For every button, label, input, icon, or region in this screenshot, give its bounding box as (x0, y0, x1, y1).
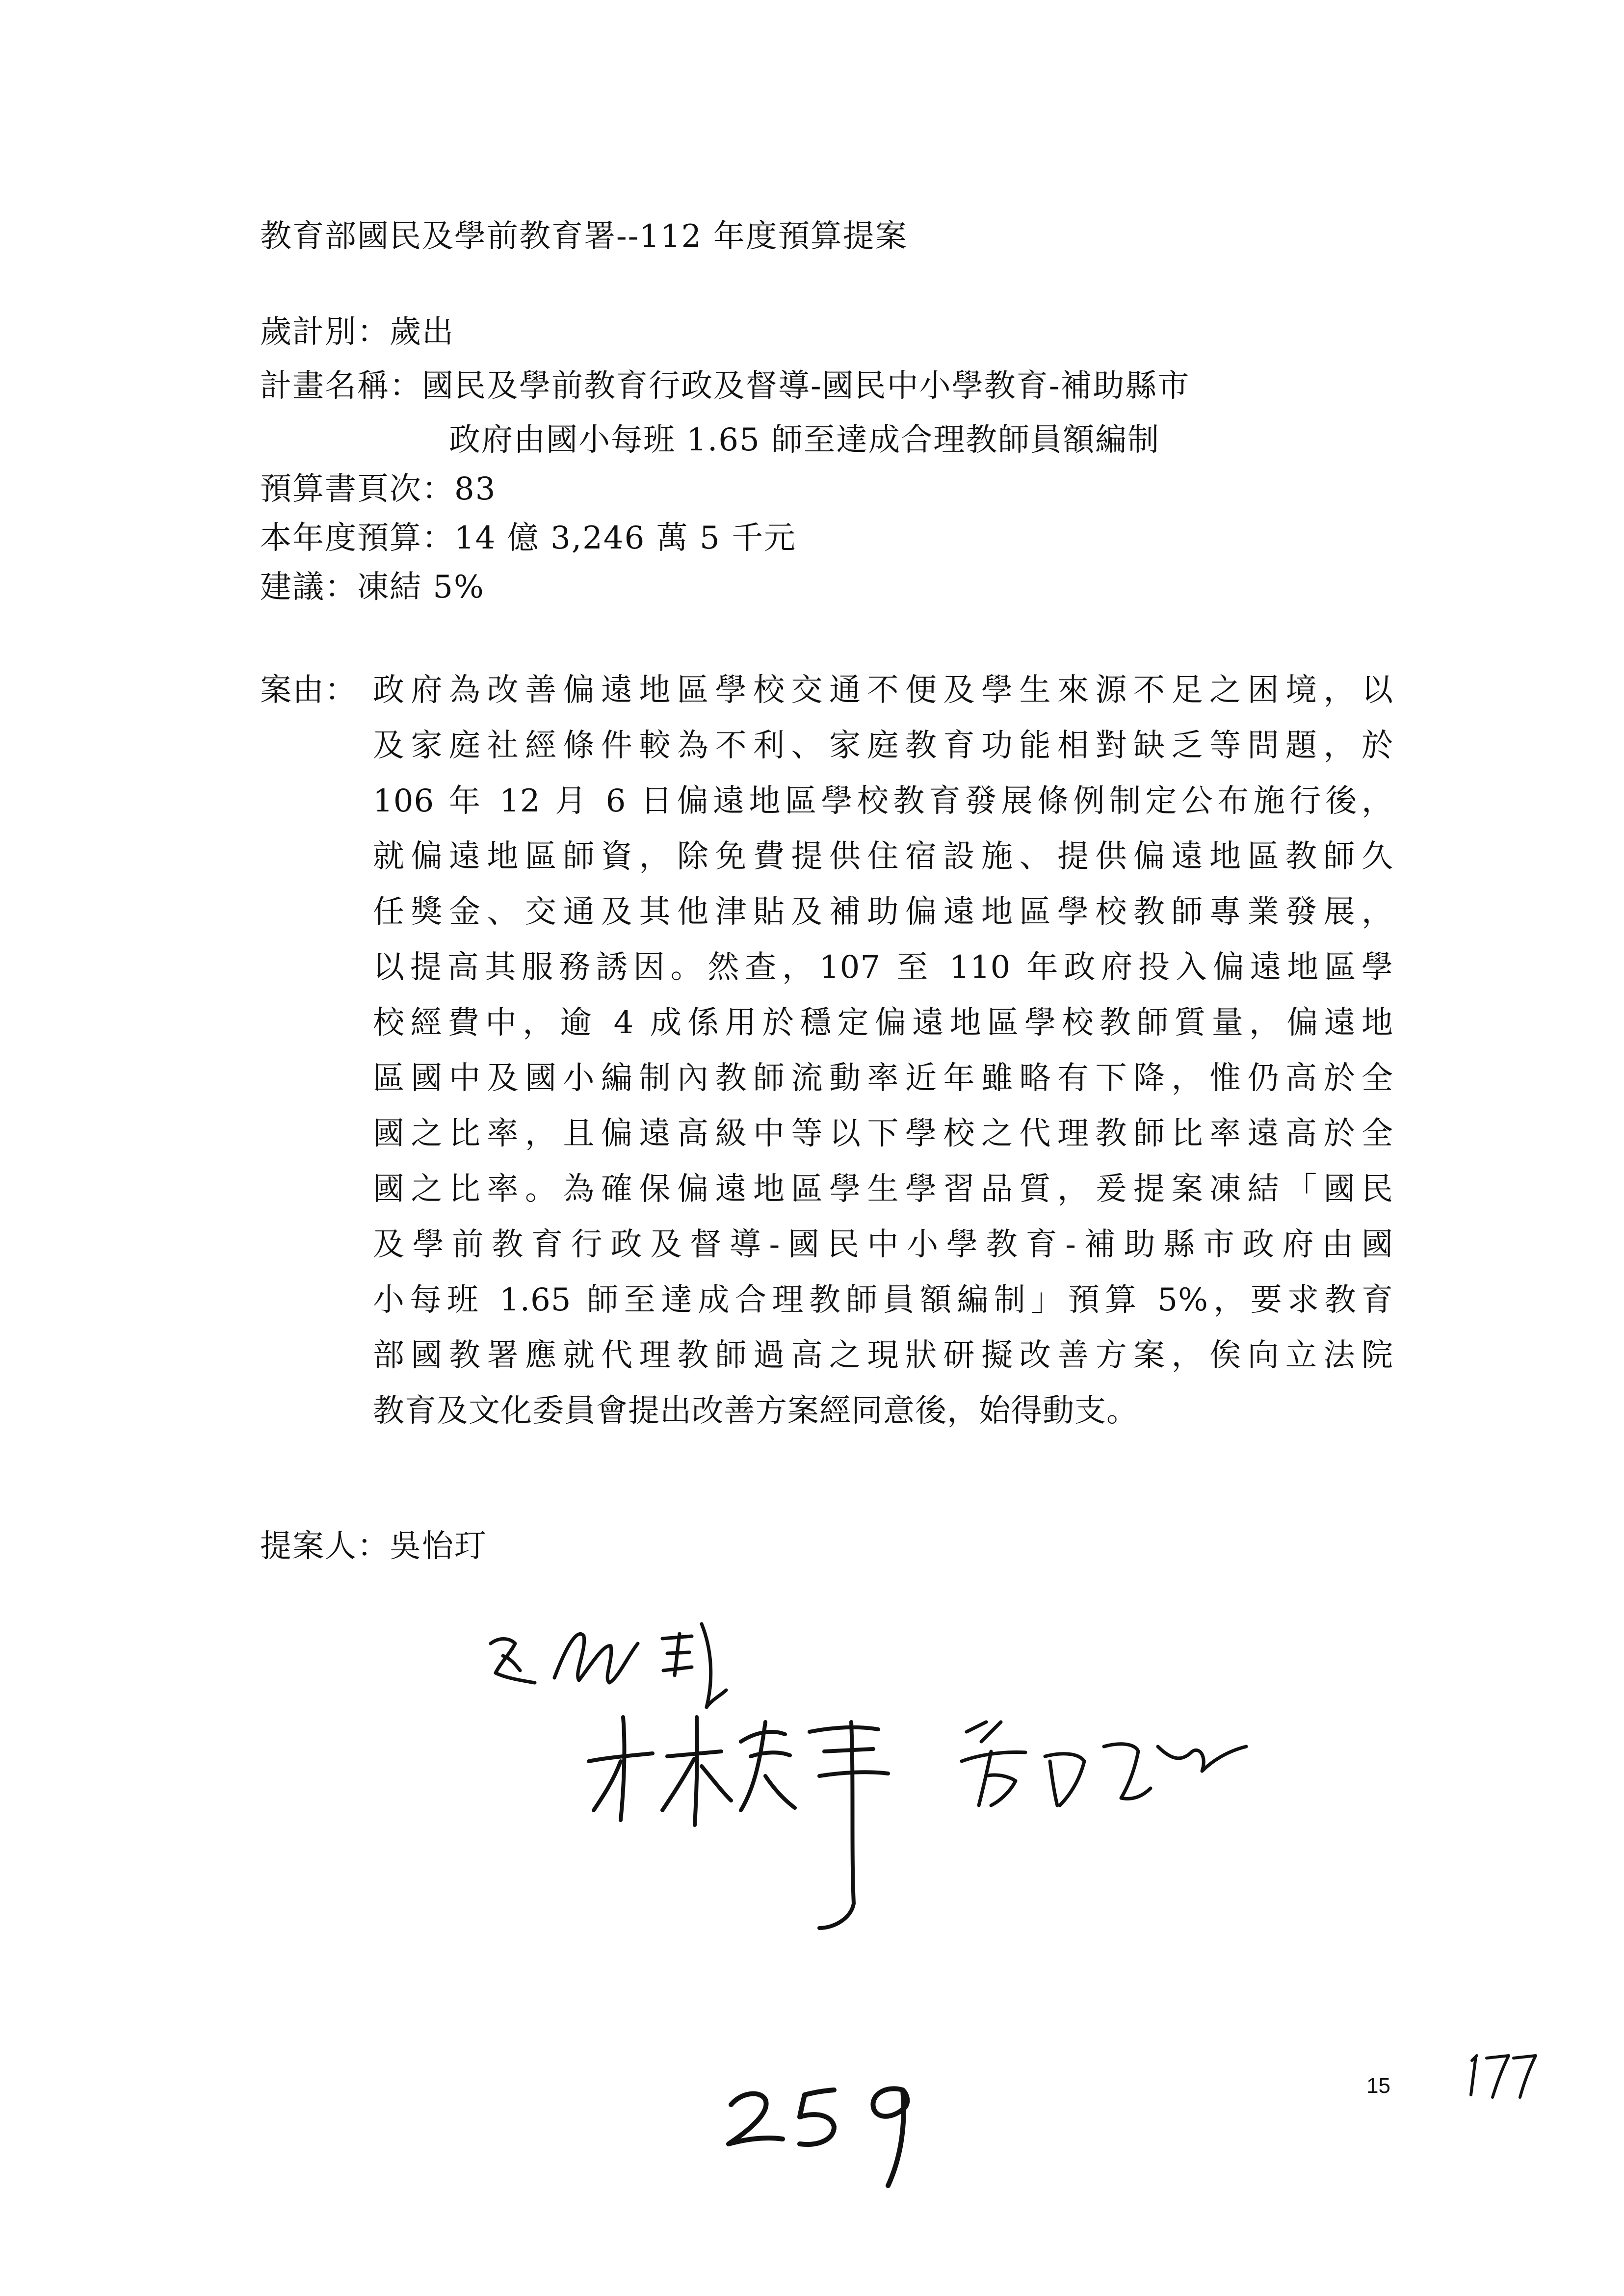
proposer-row (260, 1528, 487, 1565)
reason-line: 區國中及國小編制內教師流動率近年雖略有下降，惟仍高於全 (373, 1060, 1393, 1096)
budget-page-value: 83 (454, 471, 497, 507)
handwritten-number-259 (716, 2065, 952, 2193)
suggestion-row (260, 569, 485, 605)
plan-name-row (260, 370, 1190, 402)
reason-line: 及家庭社經條件較為不利、家庭教育功能相對缺乏等問題，於 (373, 728, 1393, 764)
handwritten-signature-1 (481, 1609, 775, 1707)
proposer-name: 吳怡玎 (390, 1528, 487, 1565)
budget-page-label: 預算書頁次： (260, 471, 454, 507)
reason-line: 校經費中，逾 4 成係用於穩定偏遠地區學校教師質量，偏遠地 (373, 1005, 1393, 1041)
handwritten-signature-3 (952, 1702, 1256, 1820)
plan-name-value-line1: 國民及學前教育行政及督導-國民中小學教育-補助縣市 (422, 368, 1190, 404)
budget-page-row (260, 473, 496, 505)
reason-line: 任獎金、交通及其他津貼及補助偏遠地區學校教師專業發展， (373, 894, 1393, 930)
suggestion-value: 凍結 5% (357, 569, 485, 605)
account-type-value: 歲出 (390, 314, 454, 350)
annual-budget-value: 14 億 3,246 萬 5 千元 (454, 520, 797, 556)
proposer-label: 提案人： (260, 1528, 390, 1565)
handwritten-number-177 (1462, 2046, 1541, 2105)
plan-name-value-line2: 政府由國小每班 1.65 師至達成合理教師員額編制 (449, 422, 1160, 458)
annual-budget-label: 本年度預算： (260, 520, 454, 556)
reason-line: 就偏遠地區師資，除免費提供住宿設施、提供偏遠地區教師久 (373, 838, 1393, 875)
plan-name-label: 計畫名稱： (260, 368, 422, 404)
account-type-row (260, 316, 454, 348)
account-type-label: 歲計別： (260, 314, 390, 350)
handwritten-signature-2 (579, 1702, 913, 1957)
reason-line: 以提高其服務誘因。然查，107 至 110 年政府投入偏遠地區學 (373, 949, 1393, 986)
reason-line: 部國教署應就代理教師過高之現狀研擬改善方案，俟向立法院 (373, 1337, 1393, 1374)
reason-line: 教育及文化委員會提出改善方案經同意後，始得動支。 (373, 1393, 1138, 1429)
reason-line: 106 年 12 月 6 日偏遠地區學校教育發展條例制定公布施行後， (373, 783, 1393, 819)
reason-line: 政府為改善偏遠地區學校交通不便及學生來源不足之困境，以 (373, 672, 1393, 708)
reason-label: 案由： (260, 672, 357, 708)
annual-budget-row (260, 522, 796, 554)
document-title: 教育部國民及學前教育署--112 年度預算提案 (260, 218, 908, 255)
reason-line: 及學前教育行政及督導-國民中小學教育-補助縣市政府由國 (373, 1226, 1393, 1263)
reason-line: 國之比率。為確保偏遠地區學生學習品質，爰提案凍結「國民 (373, 1171, 1393, 1207)
page-number: 15 (1366, 2074, 1390, 2098)
reason-line: 國之比率，且偏遠高級中等以下學校之代理教師比率遠高於全 (373, 1116, 1393, 1152)
suggestion-label: 建議： (260, 569, 357, 605)
reason-line: 小每班 1.65 師至達成合理教師員額編制」預算 5%，要求教育 (373, 1282, 1393, 1318)
